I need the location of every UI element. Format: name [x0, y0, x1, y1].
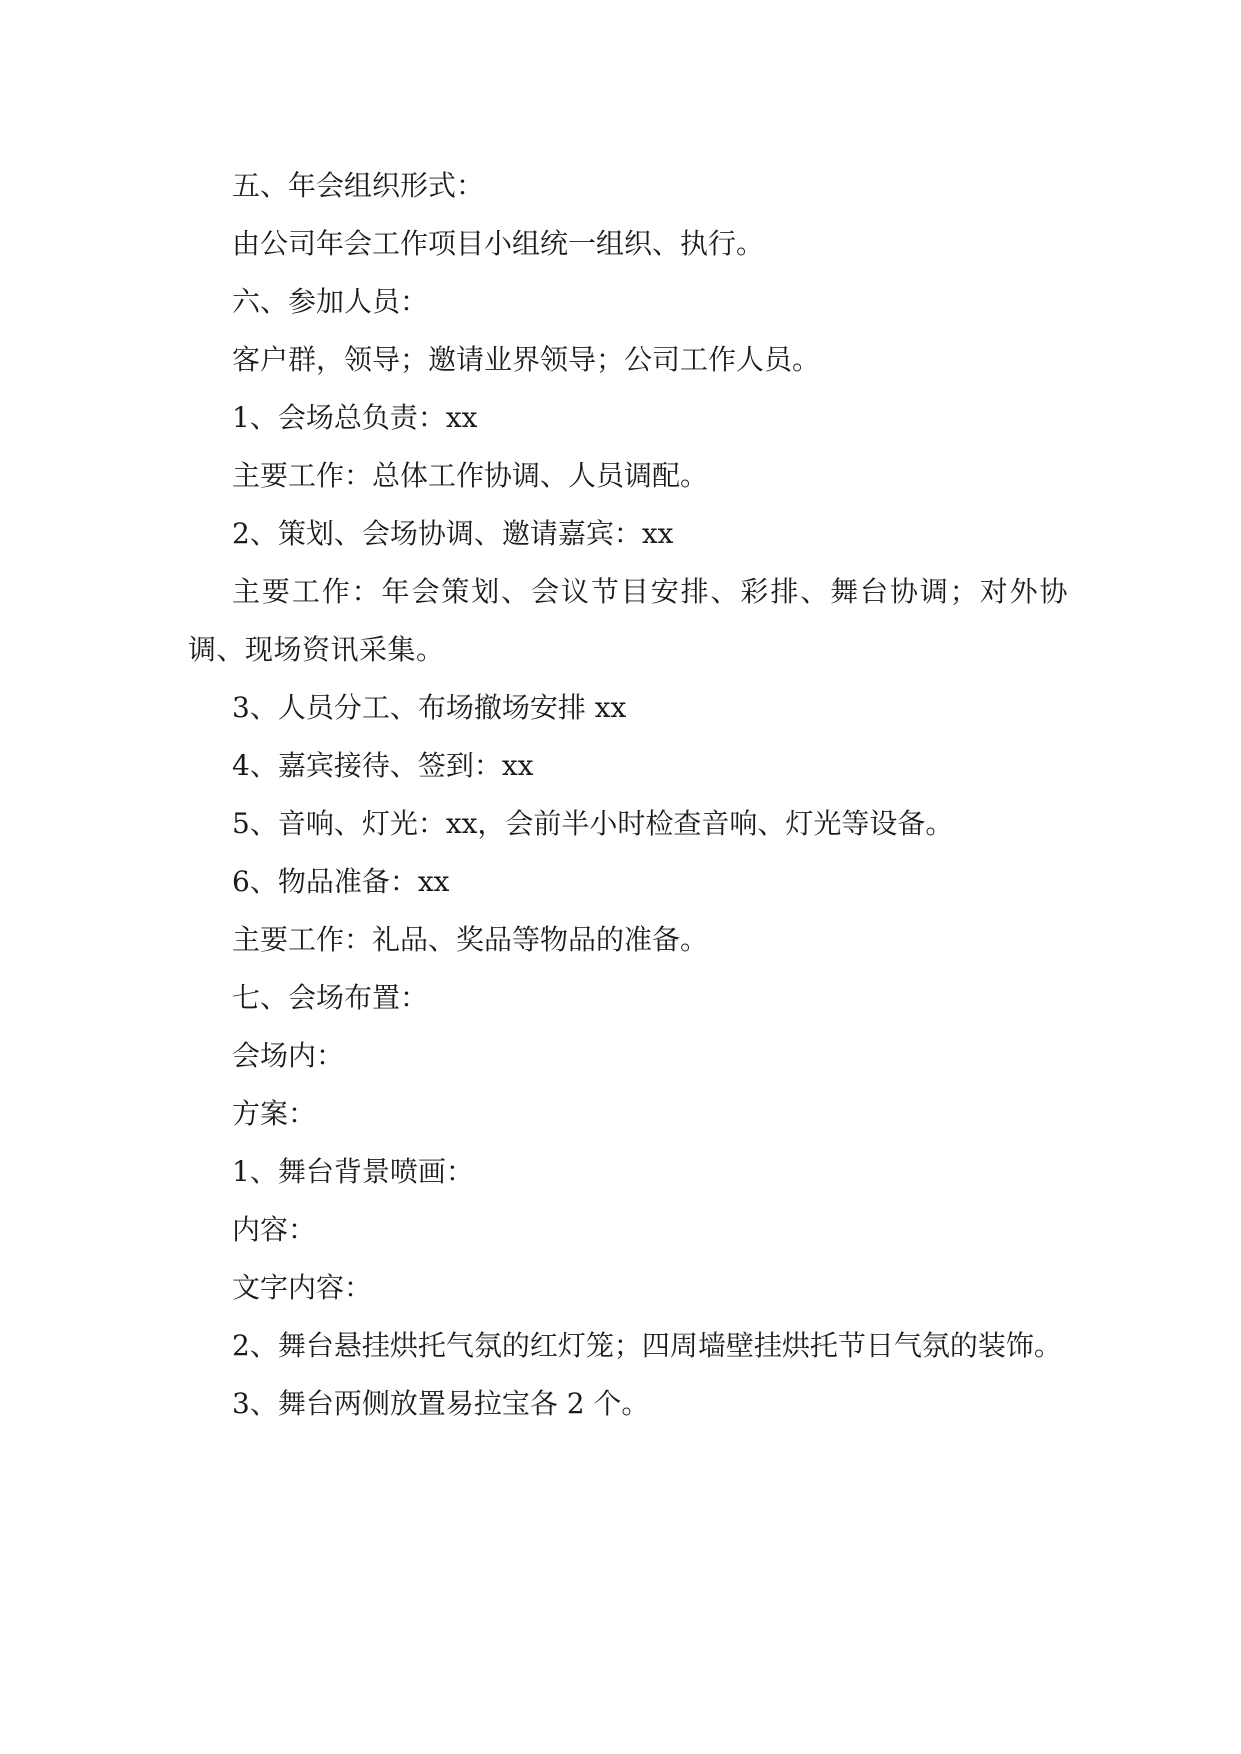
list-item: 4、嘉宾接待、签到：xx: [232, 749, 534, 782]
section-heading-participants: 六、参加人员：: [232, 285, 429, 318]
paragraph: 方案：: [232, 1097, 317, 1130]
paragraph: 会场内：: [232, 1039, 345, 1072]
paragraph: 主要工作：总体工作协调、人员调配。: [232, 459, 709, 492]
list-item: 3、舞台两侧放置易拉宝各 2 个。: [232, 1387, 650, 1420]
list-item: 2、舞台悬挂烘托气氛的红灯笼；四周墙壁挂烘托节日气氛的装饰。: [232, 1329, 1062, 1362]
section-heading-venue-layout: 七、会场布置：: [232, 981, 429, 1014]
list-item: 3、人员分工、布场撤场安排 xx: [232, 691, 627, 724]
paragraph: 由公司年会工作项目小组统一组织、执行。: [232, 227, 765, 260]
document-body: [188, 157, 1068, 1433]
list-item: 2、策划、会场协调、邀请嘉宾：xx: [232, 517, 674, 550]
paragraph: 主要工作：年会策划、会议节目安排、彩排、舞台协调；对外协调、现场资讯采集。: [188, 575, 1068, 666]
paragraph: 主要工作：礼品、奖品等物品的准备。: [232, 923, 709, 956]
list-item: 1、会场总负责：xx: [232, 401, 478, 434]
list-item: 1、舞台背景喷画：: [232, 1155, 474, 1188]
paragraph: 内容：: [232, 1213, 317, 1246]
section-heading-organization: 五、年会组织形式：: [232, 169, 485, 202]
list-item: 5、音响、灯光：xx，会前半小时检查音响、灯光等设备。: [232, 807, 954, 840]
paragraph: 客户群，领导；邀请业界领导；公司工作人员。: [232, 343, 821, 376]
list-item: 6、物品准备：xx: [232, 865, 450, 898]
paragraph: 文字内容：: [232, 1271, 373, 1304]
